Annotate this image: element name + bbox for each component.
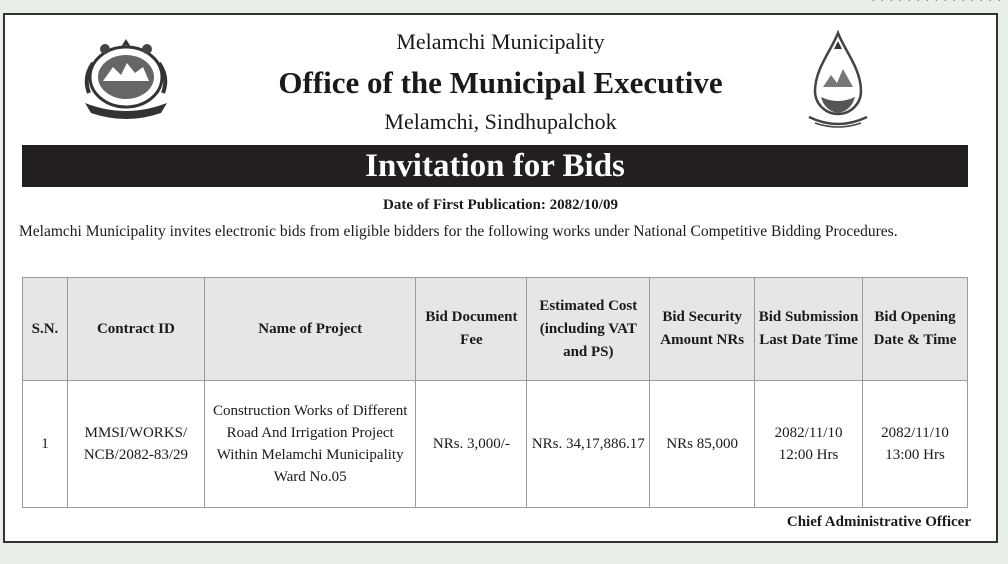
cell-submission: 2082/11/10 12:00 Hrs [755, 381, 863, 508]
melamchi-municipality-logo-icon [801, 29, 875, 131]
cell-project-name: Construction Works of Different Road And Irrigation Project Within Melamchi Municipality Ward No.05 [204, 381, 416, 508]
cropped-top-strip: · · · · · · · · · · · · · · · [871, 0, 1002, 7]
cell-estimated-cost: NRs. 34,17,886.17 [527, 381, 650, 508]
bid-notice [3, 13, 998, 543]
col-bid-security: Bid Security Amount NRs [650, 278, 755, 381]
publication-date: Date of First Publication: 2082/10/09 [383, 197, 618, 213]
signatory-title: Chief Administrative Officer [786, 514, 971, 530]
org-main-title: Office of the Municipal Executive [278, 65, 723, 100]
col-opening: Bid Opening Date & Time [863, 278, 968, 381]
col-sn: S.N. [23, 278, 68, 381]
notice-title-banner: Invitation for Bids [22, 145, 968, 187]
cell-contract-id: MMSI/WORKS/ NCB/2082-83/29 [67, 381, 204, 508]
cell-doc-fee: NRs. 3,000/- [416, 381, 527, 508]
notice-header [5, 15, 996, 145]
intro-paragraph: Melamchi Municipality invites electronic bids from eligible bidders for the following works under National Competitive Bidding Procedures. [19, 223, 898, 240]
org-location: Melamchi, Sindhupalchok [384, 109, 617, 134]
cell-sn: 1 [23, 381, 68, 508]
cell-opening: 2082/11/10 13:00 Hrs [863, 381, 968, 508]
bids-table [22, 277, 968, 508]
table-row [23, 381, 968, 508]
col-estimated-cost: Estimated Cost (including VAT and PS) [527, 278, 650, 381]
col-project-name: Name of Project [204, 278, 416, 381]
table-header-row [23, 278, 968, 381]
col-submission: Bid Submission Last Date Time [755, 278, 863, 381]
org-top-line: Melamchi Municipality [396, 29, 605, 54]
cell-bid-security: NRs 85,000 [650, 381, 755, 508]
col-doc-fee: Bid Document Fee [416, 278, 527, 381]
col-contract-id: Contract ID [67, 278, 204, 381]
